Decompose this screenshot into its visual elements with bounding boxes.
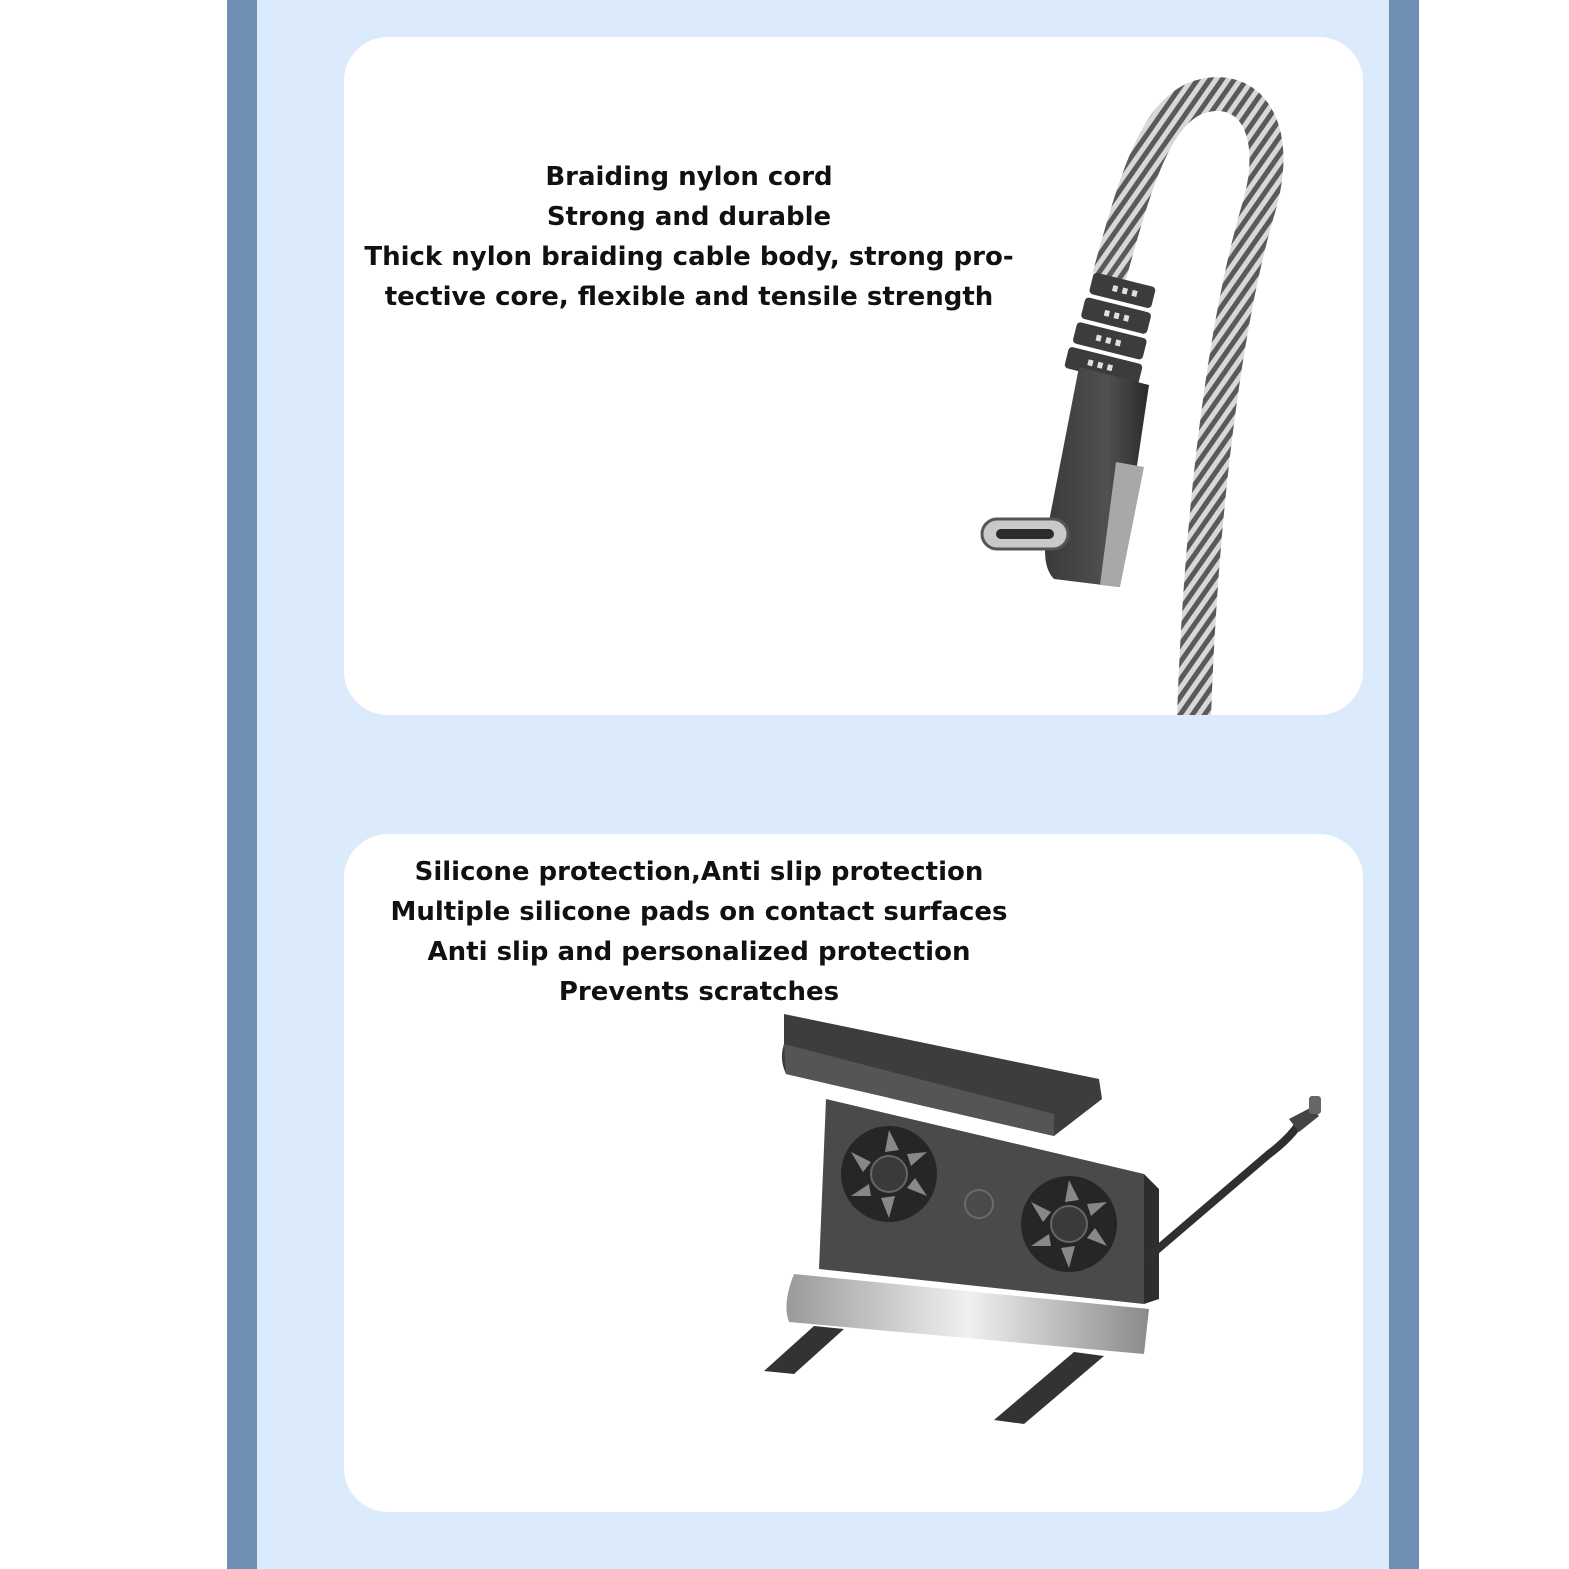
stand-heading: Silicone protection,Anti slip protection	[414, 857, 984, 887]
cable-description-line-2: tective core, flexible and tensile strength	[384, 282, 994, 312]
feature-card-stand	[344, 834, 1363, 1512]
cable-description-line-1: Thick nylon braiding cable body, strong pro-	[364, 242, 1014, 272]
stand-feature-text	[384, 852, 1014, 1012]
stand-description-line-2: Prevents scratches	[558, 977, 840, 1007]
braided-cable-image	[904, 67, 1304, 715]
stand-subheading: Multiple silicone pads on contact surfaces	[390, 897, 1008, 927]
stand-description-line-1: Anti slip and personalized protection	[427, 937, 971, 967]
feature-card-cable	[344, 37, 1363, 715]
outer-frame	[227, 0, 1419, 1569]
cable-heading: Braiding nylon cord	[545, 162, 833, 192]
fan-left	[841, 1126, 937, 1222]
cooling-stand-image	[764, 1004, 1344, 1474]
content-panel	[257, 0, 1389, 1569]
fan-right	[1021, 1176, 1117, 1272]
cable-subheading: Strong and durable	[546, 202, 832, 232]
